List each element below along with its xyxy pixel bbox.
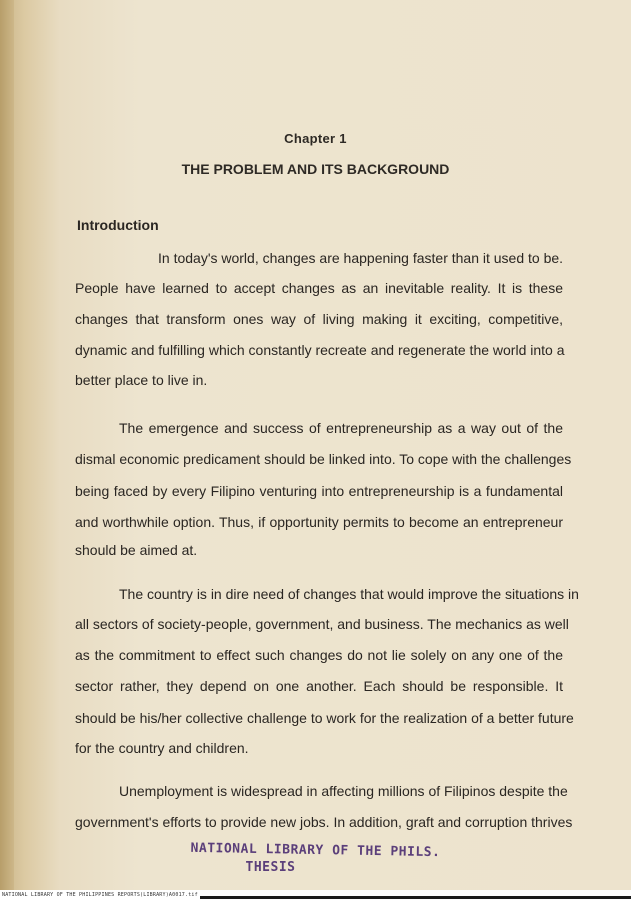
paragraph-line: and worthwhile option. Thus, if opportunity permits to become an entrepreneur: [75, 514, 563, 530]
paragraph-line: for the country and children.: [75, 740, 249, 756]
paragraph-line: In today's world, changes are happening faster than it used to be.: [158, 250, 564, 266]
paragraph-line: The country is in dire need of changes that would improve the situations in: [119, 586, 579, 602]
paragraph-line: dynamic and fulfilling which constantly recreate and regenerate the world into a: [75, 342, 565, 358]
paragraph-line: sector rather, they depend on one another. Each should be responsible. It: [75, 678, 563, 694]
paragraph-line: as the commitment to effect such changes do not lie solely on any one of the: [75, 647, 563, 663]
library-stamp-line-2: THESIS: [245, 860, 296, 875]
paragraph-line: dismal economic predicament should be linked into. To cope with the challenges: [75, 451, 572, 467]
paragraph-line: all sectors of society-people, government, and business. The mechanics as well: [75, 616, 569, 632]
chapter-title: THE PROBLEM AND ITS BACKGROUND: [181, 161, 450, 177]
paragraph-line: better place to live in.: [75, 372, 208, 388]
scan-footer-text: NATIONAL LIBRARY OF THE PHILIPPINES REPORTS(LIBRARY)A0017.tif: [2, 892, 198, 898]
paragraph-line: being faced by every Filipino venturing into entrepreneurship is a fundamental: [75, 483, 563, 499]
paragraph-line: changes that transform ones way of living making it exciting, competitive,: [75, 311, 563, 327]
section-heading: Introduction: [77, 217, 159, 233]
paragraph-line: Unemployment is widespread in affecting millions of Filipinos despite the: [119, 783, 568, 799]
paragraph-line: People have learned to accept changes as an inevitable reality. It is these: [75, 280, 563, 296]
paragraph-line: The emergence and success of entrepreneurship as a way out of the: [119, 420, 563, 436]
paragraph-line: should be his/her collective challenge to work for the realization of a better future: [75, 710, 574, 726]
paragraph-line: should be aimed at.: [75, 542, 198, 558]
paragraph-line: government's efforts to provide new jobs. In addition, graft and corruption thrives: [75, 814, 573, 830]
library-stamp-line-1: NATIONAL LIBRARY OF THE PHILS.: [190, 840, 441, 861]
chapter-label: Chapter 1: [284, 131, 347, 146]
scan-footer-bar: [200, 896, 631, 899]
